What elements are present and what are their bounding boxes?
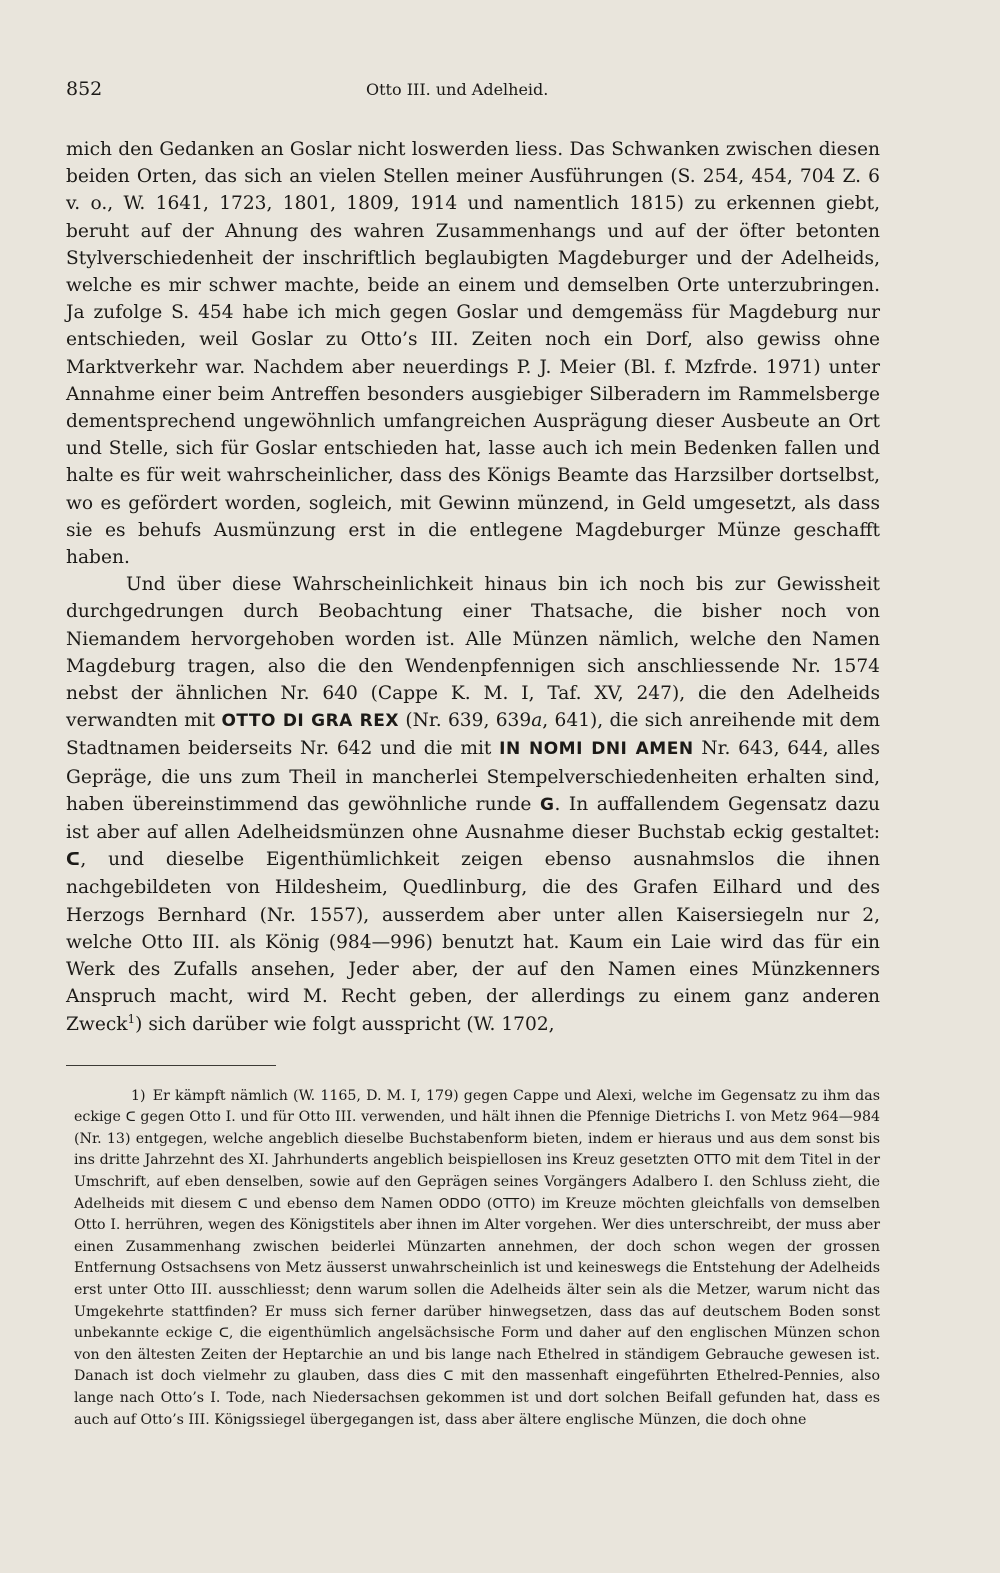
footnote-1 [66, 1086, 880, 1432]
footnote-text-4: und ebenso dem Namen [247, 1195, 439, 1212]
paragraph-2-text-7: ) sich darüber wie folgt ausspricht (W. 1702, [135, 1013, 555, 1035]
footnote-reference[interactable]: 1 [127, 1011, 136, 1026]
paragraph-2-text-2: (Nr. 639, 639 [398, 710, 532, 732]
legend-in-nomi-dni-amen: IN NOMI DNI AMEN [499, 739, 694, 760]
footnote-text-5: ( [480, 1195, 493, 1212]
paragraph-1-text: mich den Gedanken an Goslar nicht loswerden liess. Das Schwanken zwischen diesen beiden Orten, das sich an vielen Stellen meiner Ausführungen (S. 254, 454, 704 Z. 6 v. o., W. 1641, 1723, 1801, 1809, 1914 und namentlich 1815) zu erkennen giebt, beruht auf der Ahnung des wahren Zusammenhangs und auf der öfter betonten Stylverschiedenheit der inschriftlich beglaubigten Magdeburger und der Adelheids, welche es mir schwer machte, beide an einem und demselben Orte unterzubringen. Ja zufolge S. 454 habe ich mich gegen Goslar und demgemäss für Magdeburg nur entschieden, weil Goslar zu Otto’s III. Zeiten noch ein Dorf, also gewiss ohne Marktverkehr war. Nachdem aber neuerdings P. J. Meier (Bl. f. Mzfrde. 1971) unter Annahme einer beim Antreffen besonders ausgiebiger Silberadern im Rammelsberge dementsprechend ungewöhnlich umfangreichen Ausprägung dieser Ausbeute an Ort und Stelle, sich für Goslar entschieden hat, lasse auch ich mein Bedenken fallen und halte es für weit wahrscheinlicher, dass des Königs Beamte das Harzsilber dortselbst, wo es gefördert worden, sogleich, mit Gewinn münzend, in Geld umgesetzt, als dass sie es behufs Ausmünzung erst in die entlegene Magdeburger Münze geschafft haben. [66, 139, 880, 569]
footnote-1-text [74, 1086, 880, 1432]
paragraph-2-text-1: Und über diese Wahrscheinlichkeit hinaus bin ich noch bis zur Gewissheit durchgedrungen durch Beobachtung einer Thatsache, die bisher noch von Niemandem hervorgehoben worden ist. Alle Münzen nämlich, welche den Namen Magdeburg tragen, also die den Wendenpfennigen sich anschliessende Nr. 1574 nebst der ähnlichen Nr. 640 (Cappe K. M. I, Taf. XV, 247), die den Adelheids verwandten mit [66, 574, 880, 732]
paragraph-2-text-6: , und dieselbe Eigenthümlichkeit zeigen ebenso ausnahmslos die ihnen nachgebildeten von Hildesheim, Quedlinburg, die des Grafen Eilhard und des Herzogs Bernhard (Nr. 1557), ausserdem aber unter allen Kaisersiegeln nur 2, welche Otto III. als König (984—996) benutzt hat. Kaum ein Laie wird das für ein Werk des Zufalls ansehen, Jeder aber, der auf den Namen eines Münzkenners Anspruch macht, wird M. Recht geben, der allerdings zu einem ganz anderen Zweck [66, 849, 880, 1035]
angular-g-glyph: ᑕ [66, 850, 81, 871]
angular-g-glyph: ᑕ [218, 1325, 229, 1342]
legend-otto: OTTO [693, 1152, 732, 1169]
angular-g-glyph: ᑕ [443, 1368, 454, 1385]
main-text [66, 136, 880, 1038]
paragraph-2-text-5: . In auffallendem Gegensatz dazu ist aber auf allen Adelheidsmünzen ohne Ausnahme dieser Buchstab eckig gestaltet: [66, 793, 880, 844]
running-title: Otto III. und Adelheid. [366, 80, 549, 99]
legend-oddo: ODDO [438, 1195, 481, 1212]
page-number: 852 [66, 78, 103, 100]
footnote-text-8: mit den massenhaft eingeführten Ethelred-Pennies, also lange nach Otto’s I. Tode, nach Niedersachsen gekommen ist und dort solchen Beifall gefunden hat, dass es auch auf Otto’s III. Königssiegel übergegangen ist, dass aber ältere englische Münzen, die doch ohne [74, 1368, 880, 1428]
round-g-glyph: G [539, 794, 555, 815]
footnote-mark: 1) [131, 1087, 146, 1104]
paragraph-1 [66, 136, 880, 571]
footnote-text-2: gegen Otto I. und für Otto III. verwenden, und hält ihnen die Pfennige Dietrichs I. von Metz 964—984 (Nr. 13) entgegen, welche angeblich dieselbe Buchstabenform bieten, indem er hieraus und aus dem sonst bis ins dritte Jahrzehnt des XI. Jahrhunderts angeblich beispiellosen ins Kreuz gesetzten [74, 1109, 880, 1169]
italic-a: a [531, 710, 543, 732]
paragraph-2 [66, 571, 880, 1037]
footnote-text-7: , die eigenthümlich angelsächsische Form und daher auf den englischen Münzen schon von den ältesten Zeiten der Heptarchie an und bis lange nach Ethelred in ständigem Gebrauche gewesen ist. Danach ist doch vielmehr zu glauben, dass dies [74, 1325, 880, 1385]
footnote-text-1: Er kämpft nämlich (W. 1165, D. M. I, 179) gegen Cappe und Alexi, welche im Gegensatz zu ihm das eckige [74, 1087, 880, 1126]
legend-otto-di-gra-rex: OTTO DI GRA REX [221, 711, 399, 732]
angular-g-glyph: ᑕ [237, 1195, 248, 1212]
footnote-text-6: ) im Kreuze möchten gleichfalls von demselben Otto I. herrühren, wegen des Königstitels aber ihnen im Alter vorgehen. Wer dies unterschreibt, der muss aber einen Zusammenhang zwischen beiderlei Münzarten annehmen, der doch schon wegen der grossen Entfernung Ostsachsens von Metz äusserst unwahrscheinlich ist und keineswegs die Entstehung der Adelheids erst unter Otto III. ausschliesst; denn warum sollen die Adelheids älter sein als die Metzer, warum nicht das Umgekehrte stattfinden? Er muss sich ferner darüber hinwegsetzen, dass das auf deutschem Boden sonst unbekannte eckige [74, 1195, 881, 1342]
paragraph-2-text-3: , 641), die sich anreihende mit dem Stadtnamen beiderseits Nr. 642 und die mit [66, 710, 880, 760]
legend-otto: OTTO [492, 1195, 530, 1212]
angular-g-glyph: ᑕ [125, 1109, 136, 1126]
page-header [66, 78, 880, 112]
paragraph-2-text-4: Nr. 643, 644, alles Gepräge, die uns zum Theil in mancherlei Stempelverschiedenheiten erhalten sind, haben übereinstimmend das gewöhnliche runde [66, 738, 880, 815]
footnote-text-3: mit dem Titel in der Umschrift, auf eben denselben, sowie auf den Geprägen seines Vorgängers Adalbero I. den Schluss zieht, die Adelheids mit diesem [74, 1152, 880, 1212]
footnote-divider [66, 1065, 276, 1066]
